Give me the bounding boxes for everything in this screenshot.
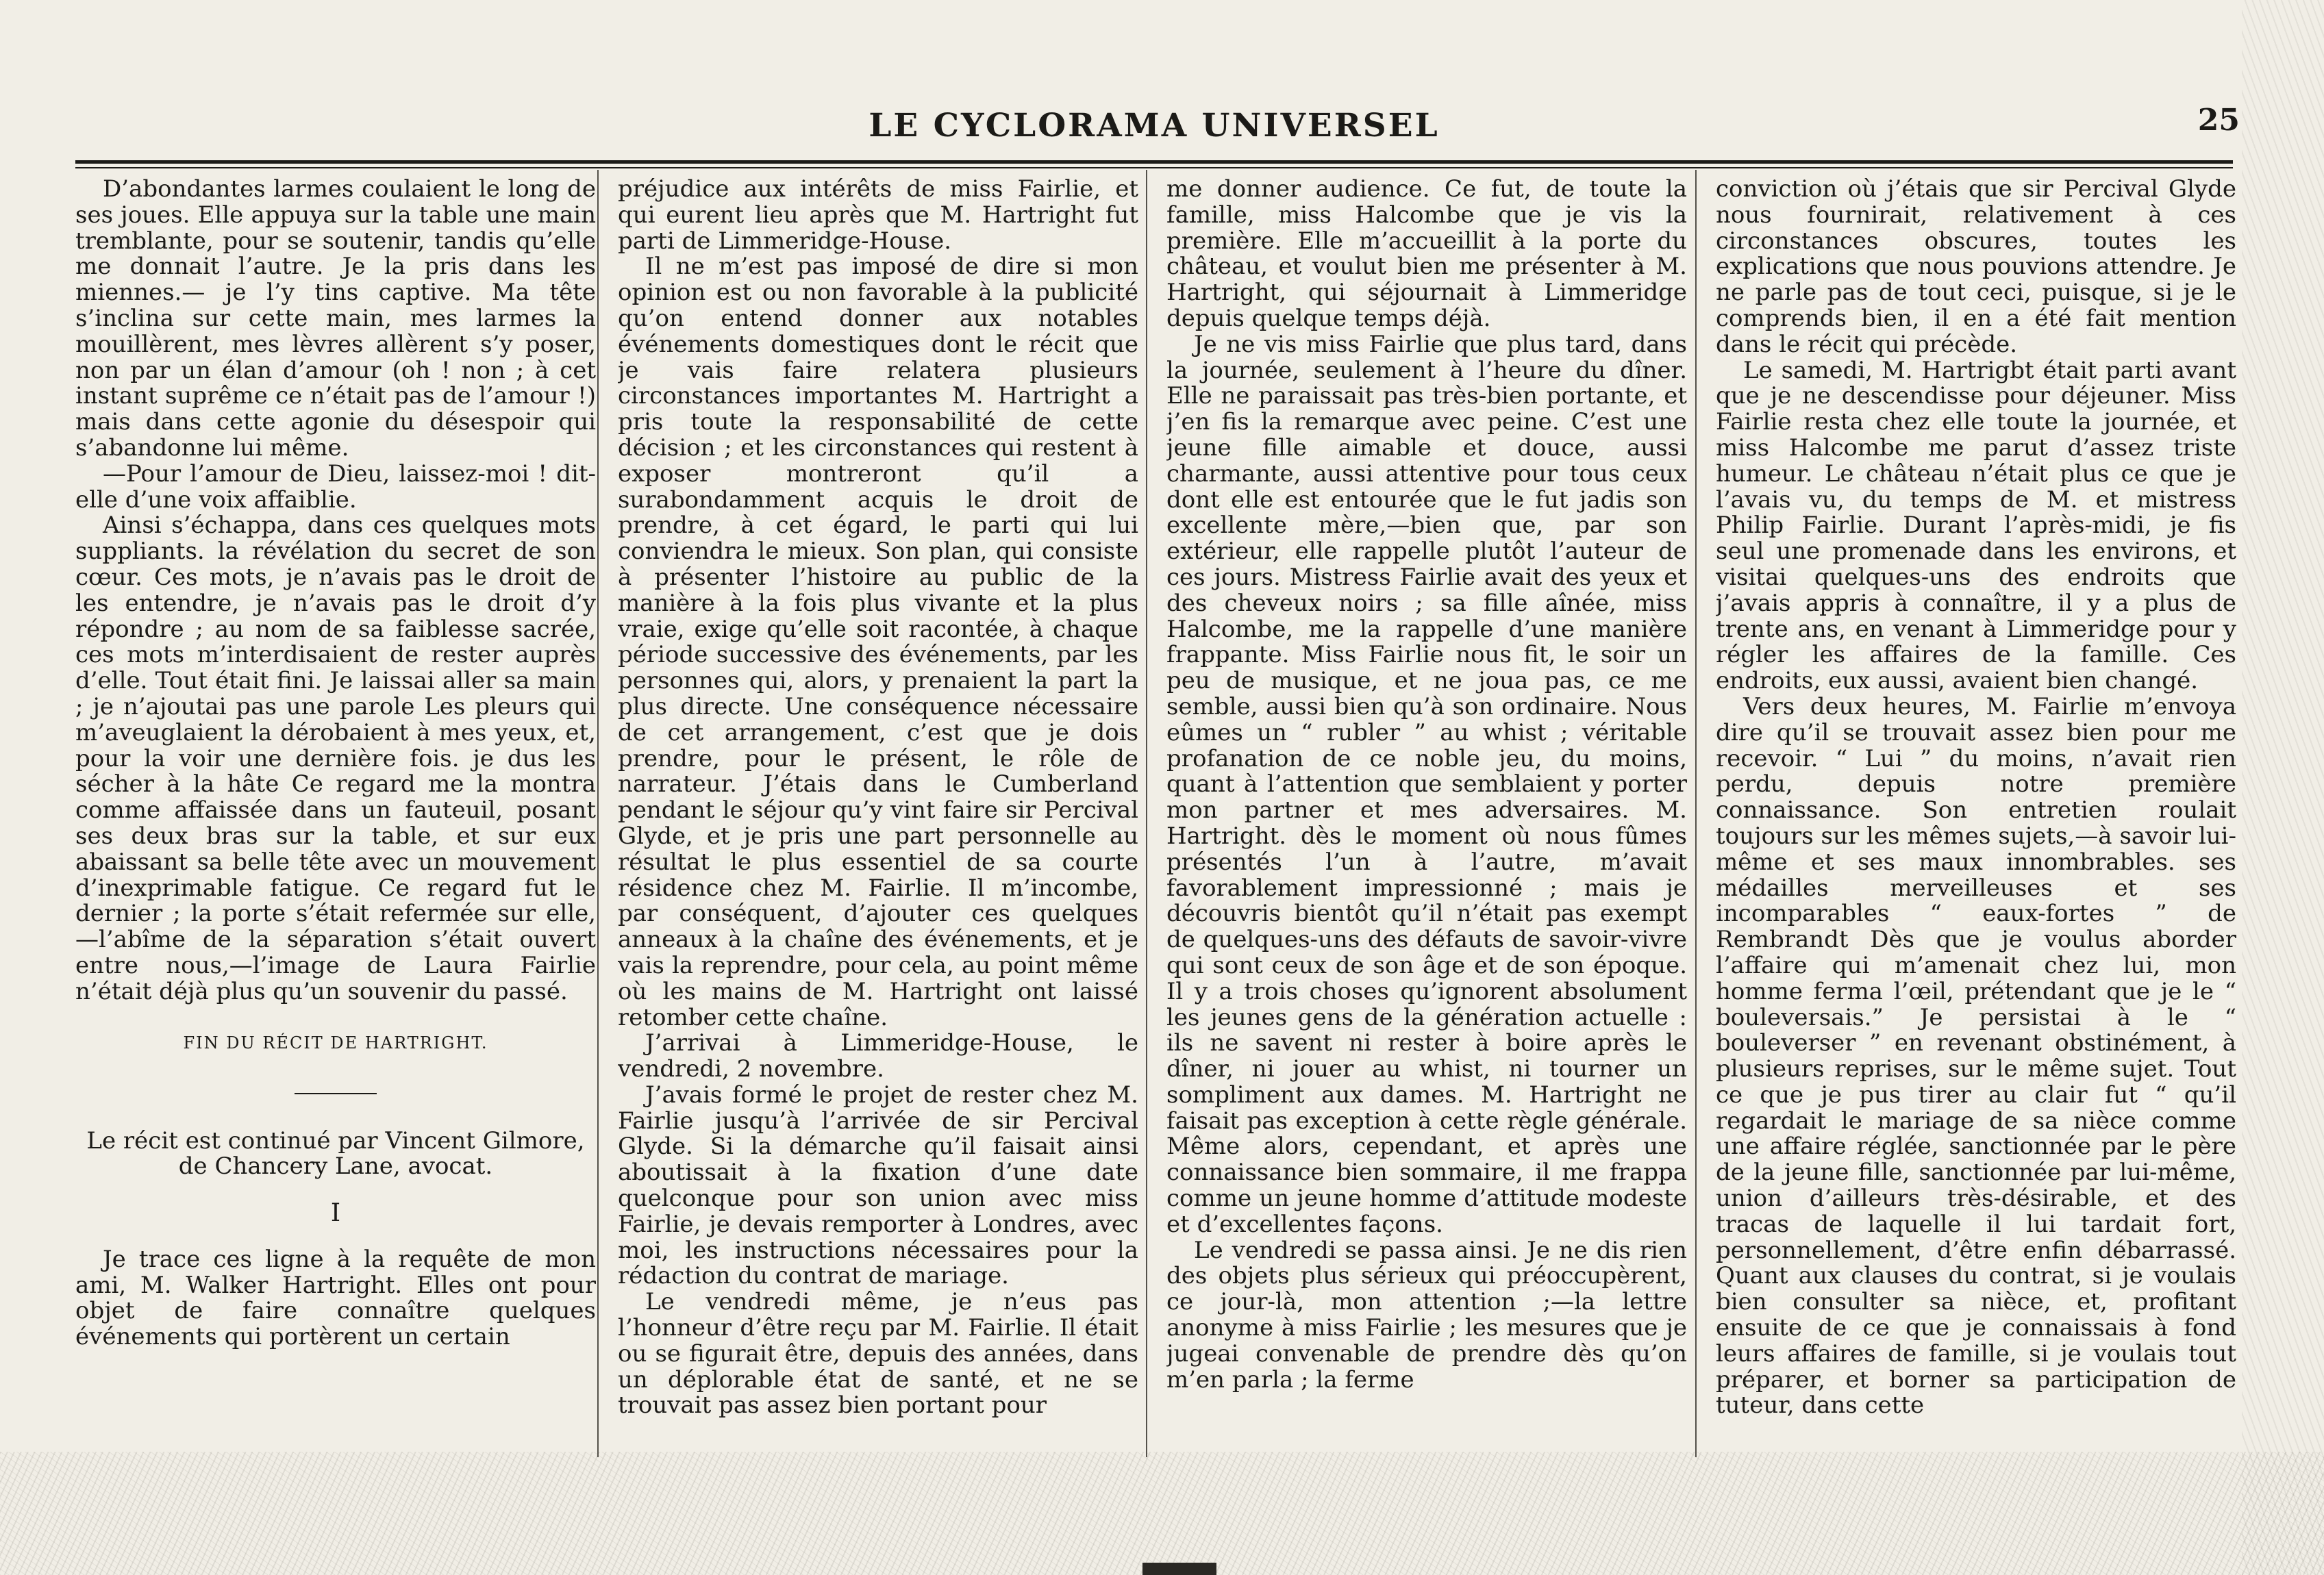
page-bottom-mark — [1142, 1563, 1216, 1575]
paragraph: Le vendredi même, je n’eus pas l’honneur d’être reçu par M. Fairlie. Il était ou se figurait être, depuis des années, dans un déplorable état de santé, et ne se trouvait pas assez bien portant pour — [618, 1288, 1138, 1420]
paragraph: Je ne vis miss Fairlie que plus tard, dans la journée, seulement à l’heure du dîner. Elle ne paraissait pas très-bien portante, et j’en fis la remarque avec peine. C’est une jeune fille aimable et douce, aussi charmante, aussi attentive pour tous ceux dont elle est entourée que le fut jadis son excellente mère,—bien que, par son extérieur, elle rappelle plutôt l’auteur de ces jours. Mistress Fairlie avait des yeux et des cheveux noirs ; sa fille aînée, miss Halcombe, me la rappelle d’une manière frappante. Miss Fairlie nous fit, le soir un peu de musique, et ne joua pas, ce me semble, aussi bien qu’à son ordinaire. Nous eûmes un “ rubler ” au whist ; véritable profanation de ce noble jeu, du moins, quant à l’attention que semblaient y porter mon partner et mes adversaires. M. Hartright. dès le moment où nous fûmes présentés l’un à l’autre, m’avait favorablement impressionné ; mais je découvris bientôt qu’il n’était pas exempt de quelques-uns des défauts de savoir-vivre qui sont ceux de son âge et de son époque. Il y a trois choses qu’ignorent absolument les jeunes gens de la génération actuelle : ils ne savent ni rester à boire après le dîner, ni jouer au whist, ni tourner un sompliment aux dames. M. Hartright ne faisait pas exception à cette règle générale. Même alors, cependant, et après une connaissance bien sommaire, il me frappa comme un jeune homme d’attitude modeste et d’excellentes façons. — [1166, 330, 1687, 1238]
paragraph: Vers deux heures, M. Fairlie m’envoya dire qu’il se trouvait assez bien pour me recevoir. “ Lui ” du moins, n’avait rien perdu, depuis notre première connaissance. Son entretien roulait toujours sur les mêmes sujets,—à savoir lui-même et ses maux innombrables. ses médailles merveilleuses et ses incomparables “ eaux-fortes ” de Rembrandt Dès que je voulus aborder l’affaire qui m’amenait chez lui, mon homme ferma l’œil, prétendant que je le “ bouleversais.” Je persistai à le “ bouleverser ” en revenant obstinément, à plusieurs reprises, sur le même sujet. Tout ce que je pus tirer au clair fut “ qu’il regardait le mariage de sa nièce comme une affaire réglée, sanctionnée par le père de la jeune fille, sanctionnée par lui-même, union d’ailleurs très-désirable, et des tracas de laquelle il lui tardait fort, personnellement, d’être enfin débarrassé. Quant aux clauses du contrat, si je voulais bien consulter sa nièce, et, profitant ensuite de ce que je connaissais à fond leurs affaires de famille, si je voulais tout préparer, et borner sa participation de tuteur, dans cette — [1716, 692, 2236, 1420]
paragraph: Ainsi s’échappa, dans ces quelques mots suppliants. la révélation du secret de son cœur. Ces mots, je n’avais pas le droit de les entendre, je n’avais pas le droit d’y répondre ; au nom de sa faiblesse sacrée, ces mots m’interdisaient de rester auprès d’elle. Tout était fini. Je laissai aller sa main ; je n’ajoutai pas une parole Les pleurs qui m’aveuglaient la dérobaient à mes yeux, et, pour la voir une dernière fois. je dus les sécher à la hâte Ce regard me la montra comme affaissée dans un fauteuil, posant ses deux bras sur la table, et sur eux abaissant sa belle tête avec un mouvement d’inexprimable fatigue. Ce regard fut le dernier ; la porte s’était refermée sur elle,—l’abîme de la séparation s’était ouvert entre nous,—l’image de Laura Fairlie n’était déjà plus qu’un souvenir du passé. — [75, 512, 596, 1005]
running-title: LE CYCLORAMA UNIVERSEL — [869, 107, 1440, 144]
narrator-introduction: Le récit est continué par Vincent Gilmore, de Chancery Lane, avocat. — [86, 1126, 585, 1181]
column-divider — [597, 170, 599, 1457]
paragraph: conviction où j’étais que sir Percival Glyde nous fournirait, relativement à ces circonstances obscures, toutes les explications que nous pouvions attendre. Je ne parle pas de tout ceci, puisque, si je le comprends bien, il en a été fait mention dans le récit qui précède. — [1716, 177, 2236, 358]
section-end-caption: FIN DU RÉCIT DE HARTRIGHT. — [183, 1033, 488, 1053]
header-rule-thick — [75, 160, 2233, 164]
text-column-2 — [618, 177, 1138, 1457]
paragraph: J’avais formé le projet de rester chez M. Fairlie jusqu’à l’arrivée de sir Percival Glyde. Si la démarche qu’il faisait ainsi aboutissait à la fixation d’une date quelconque pour son union avec miss Fairlie, je devais remporter à Londres, avec moi, les instructions nécessaires pour la rédaction du contrat de mariage. — [618, 1081, 1138, 1290]
paragraph: —Pour l’amour de Dieu, laissez-moi ! dit-elle d’une voix affaiblie. — [75, 459, 596, 514]
text-column-4 — [1716, 177, 2236, 1457]
paragraph: Je trace ces ligne à la requête de mon ami, M. Walker Hartright. Elles ont pour objet de faire connaître quelques événements qui portèrent un certain — [75, 1245, 596, 1351]
header-rule-thin — [75, 167, 2233, 168]
chapter-number: I — [330, 1199, 341, 1228]
page-header — [75, 96, 2240, 158]
paragraph: Le vendredi se passa ainsi. Je ne dis rien des objets plus sérieux qui préoccupèrent, ce jour-là, mon attention ;—la lettre anonyme à miss Fairlie ; les mesures que je jugeai convenable de prendre dès qu’on m’en parla ; la ferme — [1166, 1236, 1687, 1394]
paragraph: D’abondantes larmes coulaient le long de ses joues. Elle appuya sur la table une main tremblante, pour se soutenir, tandis qu’elle me donnait l’autre. Je la pris dans les miennes.— je l’y tins captive. Ma tête s’inclina sur cette main, mes larmes la mouillèrent, mes lèvres allèrent s’y poser, non par un élan d’amour (oh ! non ; à cet instant suprême ce n’était pas de l’amour !) mais dans cette agonie du désespoir qui s’abandonne lui même. — [75, 177, 596, 462]
text-column-3 — [1166, 177, 1687, 1457]
paragraph: J’arrivai à Limmeridge-House, le vendredi, 2 novembre. — [618, 1029, 1138, 1083]
column-divider — [1695, 170, 1697, 1457]
text-column-1 — [75, 177, 596, 1457]
paragraph: Il ne m’est pas imposé de dire si mon opinion est ou non favorable à la publicité qu’on entend donner aux notables événements domestiques dont le récit que je vais faire relatera plusieurs circonstances importantes M. Hartright a pris toute la responsabilité de cette décision ; et les circonstances qui restent à exposer montreront qu’il a surabondamment acquis le droit de prendre, à cet égard, le parti qui lui conviendra le mieux. Son plan, qui consiste à présenter l’histoire au public de la manière à la fois plus vivante et la plus vraie, exige qu’elle soit racontée, à chaque période successive des événements, par les personnes qui, alors, y prenaient la part la plus directe. Une conséquence nécessaire de cet arrangement, c’est que je dois prendre, pour le présent, le rôle de narrateur. J’étais dans le Cumberland pendant le séjour qu’y vint faire sir Percival Glyde, et je pris une part personnelle au résultat le plus essentiel de sa courte résidence chez M. Fairlie. Il m’incombe, par conséquent, d’ajouter ces quelques anneaux à la chaîne des événements, et je vais la reprendre, pour cela, au point même où les mains de M. Hartright ont laissé retomber cette chaîne. — [618, 253, 1138, 1031]
paragraph: me donner audience. Ce fut, de toute la famille, miss Halcombe que je vis la première. Elle m’accueillit à la porte du château, et voulut bien me présenter à M. Hartright, qui séjournait à Limmeridge depuis quelque temps déjà. — [1166, 177, 1687, 332]
paper-speckle-right — [2242, 0, 2324, 1575]
section-separator-rule — [295, 1093, 377, 1094]
paper-speckle-bottom — [0, 1452, 2324, 1575]
page-number: 25 — [2197, 103, 2240, 138]
paragraph: préjudice aux intérêts de miss Fairlie, et qui eurent lieu après que M. Hartright fut parti de Limmeridge-House. — [618, 177, 1138, 255]
paragraph: Le samedi, M. Hartrigbt était parti avant que je ne descendisse pour déjeuner. Miss Fairlie resta chez elle toute la journée, et miss Halcombe me parut d’assez triste humeur. Le château n’était plus ce que je l’avais vu, du temps de M. et mistress Philip Fairlie. Durant l’après-midi, je fis seul une promenade dans les environs, et visitai quelques-uns des endroits que j’avais appris à connaître, il y a plus de trente ans, en venant à Limmeridge pour y régler les affaires de la famille. Ces endroits, eux aussi, avaient bien changé. — [1716, 356, 2236, 695]
column-divider — [1146, 170, 1147, 1457]
